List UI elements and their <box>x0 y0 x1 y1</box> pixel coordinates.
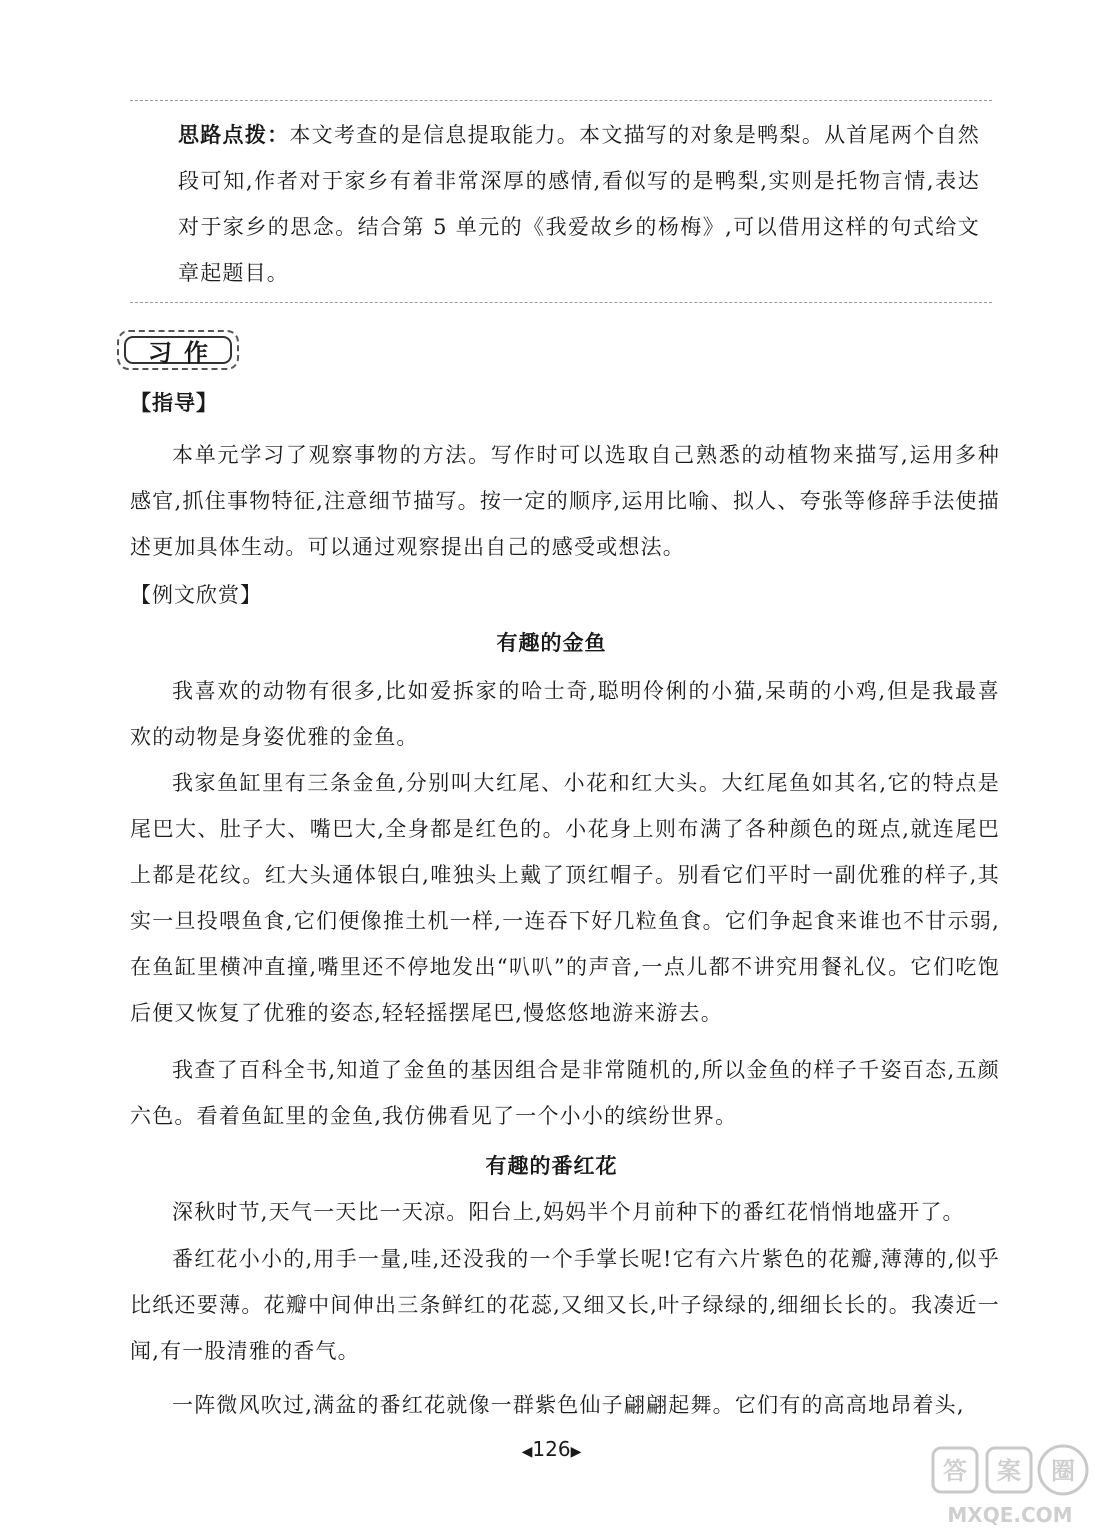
guide-label: 【指导】 <box>130 390 218 415</box>
essay1-paragraph-1: 我喜欢的动物有很多,比如爱拆家的哈士奇,聪明伶俐的小猫,呆萌的小鸡,但是我最喜欢的动物是身姿优雅的金鱼。 <box>130 679 1000 749</box>
hint-label: 思路点拨： <box>178 122 290 147</box>
page-right-arrow-icon: ▶ <box>570 1444 582 1460</box>
essay2-paragraph-2: 番红花小小的,用手一量,哇,还没我的一个手掌长呢!它有六片紫色的花瓣,薄薄的,似乎比纸还要薄。花瓣中间伸出三条鲜红的花蕊,又细又长,叶子绿绿的,细细长长的。我凑近一闻,有一股清雅的香气。 <box>130 1247 1000 1363</box>
essay2-paragraph-3: 一阵微风吹过,满盆的番红花就像一群紫色仙子翩翩起舞。它们有的高高地昂着头, <box>172 1393 965 1417</box>
hint-bottom-rule <box>130 302 992 303</box>
watermark-domain: MXQE.COM <box>947 1503 1073 1527</box>
essay2-title: 有趣的番红花 <box>485 1153 618 1178</box>
watermark-char-2: 案 <box>997 1457 1021 1485</box>
watermark-char-3: 圈 <box>1051 1457 1075 1485</box>
hint-paragraph <box>130 112 980 296</box>
hint-top-rule <box>130 100 992 101</box>
section-badge <box>117 330 239 370</box>
essay1-paragraph-3: 我查了百科全书,知道了金鱼的基因组合是非常随机的,所以金鱼的样子千姿百态,五颜六色。看着鱼缸里的金鱼,我仿佛看见了一个小小的缤纷世界。 <box>130 1058 1000 1128</box>
watermark-graphic <box>925 1442 1095 1532</box>
essay1-title: 有趣的金鱼 <box>496 630 607 655</box>
hint-text: 本文考查的是信息提取能力。本文描写的对象是鸭梨。从首尾两个自然段可知,作者对于家乡有着非常深厚的感情,看似写的是鸭梨,实则是托物言情,表达对于家乡的思念。结合第 5 单元的《我爱故乡的杨梅》,可以借用这样的句式给文章起题目。 <box>178 123 981 285</box>
page-left-arrow-icon: ◀ <box>521 1444 533 1460</box>
section-title: 习作 <box>124 336 232 364</box>
guide-text: 本单元学习了观察事物的方法。写作时可以选取自己熟悉的动植物来描写,运用多种感官,抓住事物特征,注意细节描写。按一定的顺序,运用比喻、拟人、夸张等修辞手法使描述更加具体生动。可以通过观察提出自己的感受或想法。 <box>130 443 1000 559</box>
watermark-char-1: 答 <box>943 1457 967 1485</box>
page-number-value: 126 <box>532 1437 571 1461</box>
essay2-paragraph-1: 深秋时节,天气一天比一天凉。阳台上,妈妈半个月前种下的番红花悄悄地盛开了。 <box>172 1200 965 1224</box>
example-label: 【例文欣赏】 <box>130 583 262 607</box>
watermark-logo <box>925 1442 1095 1532</box>
essay1-paragraph-2: 我家鱼缸里有三条金鱼,分别叫大红尾、小花和红大头。大红尾鱼如其名,它的特点是尾巴大、肚子大、嘴巴大,全身都是红色的。小花身上则布满了各种颜色的斑点,就连尾巴上都是花纹。红大头通体银白,唯独头上戴了顶红帽子。别看它们平时一副优雅的样子,其实一旦投喂鱼食,它们便像推土机一样,一连吞下好几粒鱼食。它们争起食来谁也不甘示弱,在鱼缸里横冲直撞,嘴里还不停地发出“叭叭”的声音,一点儿都不讲究用餐礼仪。它们吃饱后便又恢复了优雅的姿态,轻轻摇摆尾巴,慢悠悠地游来游去。 <box>130 771 1000 1025</box>
